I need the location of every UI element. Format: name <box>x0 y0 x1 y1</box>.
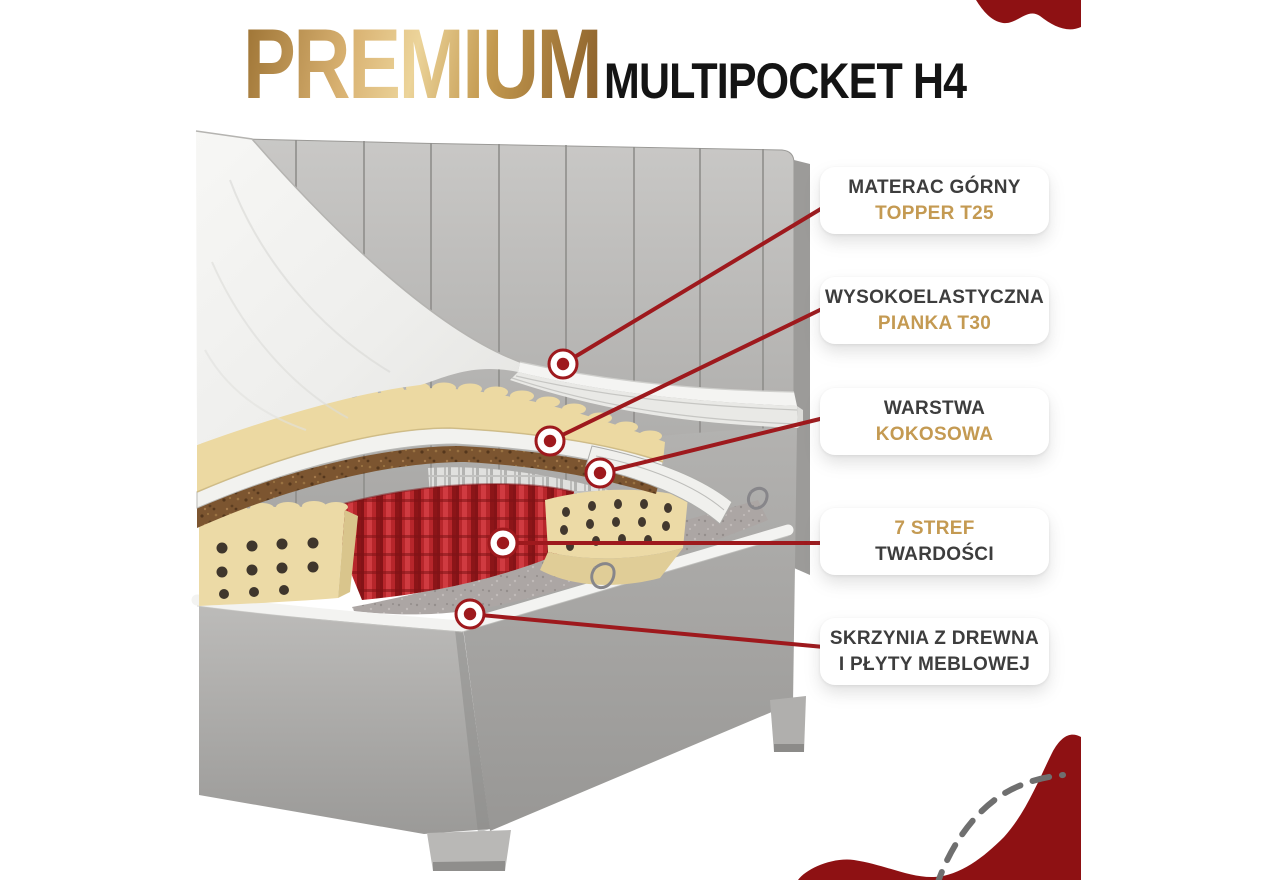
page-title <box>243 8 1025 119</box>
callout-line: WARSTWA <box>883 398 986 419</box>
callout-line: PIANKA T30 <box>877 312 992 334</box>
callout-line: KOKOSOWA <box>875 423 994 445</box>
dot-pianka <box>536 427 564 455</box>
dot-kokos <box>586 459 614 487</box>
callout-box-kokosowa <box>820 388 1049 455</box>
callout-line: SKRZYNIA Z DREWNA <box>829 628 1040 649</box>
dot-topper <box>549 350 577 378</box>
dot-strefy <box>489 529 517 557</box>
callout-line: I PŁYTY MEBLOWEJ <box>838 653 1031 675</box>
box-front-face <box>199 606 490 834</box>
right-leg <box>770 696 806 752</box>
callout-box-strefy <box>820 508 1049 575</box>
callout-line: TWARDOŚCI <box>875 543 994 565</box>
title-brand: PREMIUM <box>243 8 601 119</box>
callout-box-topper <box>820 167 1049 234</box>
dot-skrzynia <box>456 600 484 628</box>
callout-line: MATERAC GÓRNY <box>848 177 1021 198</box>
callout-box-pianka <box>820 277 1049 344</box>
title-model: MULTIPOCKET H4 <box>603 53 966 109</box>
callout-line: TOPPER T25 <box>875 202 994 224</box>
callout-line: WYSOKOELASTYCZNA <box>824 287 1045 308</box>
callout-line: 7 STREF <box>894 518 975 539</box>
callout-box-skrzynia <box>820 618 1049 685</box>
